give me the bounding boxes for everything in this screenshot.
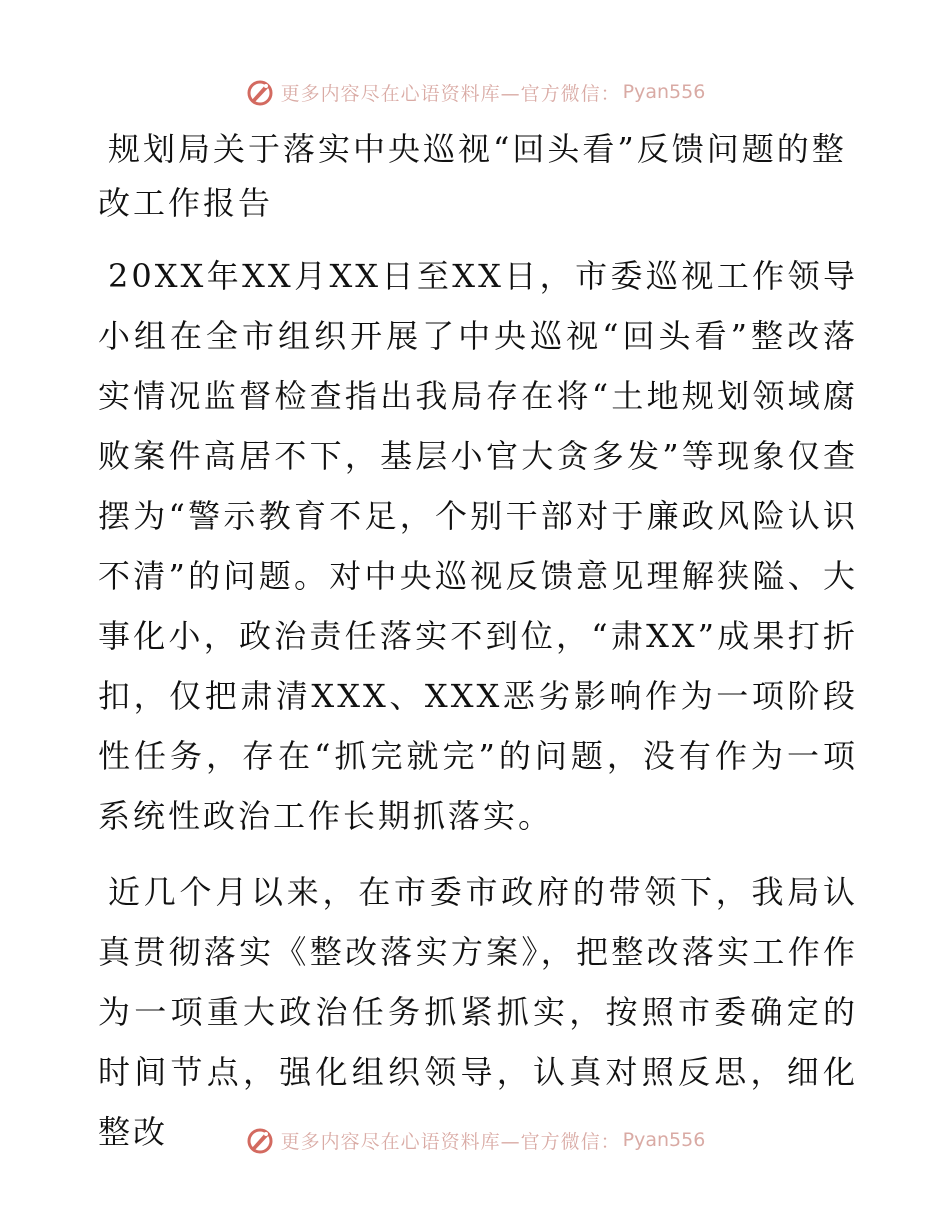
quill-pen-logo-icon: [245, 77, 275, 107]
paragraph-1: 20XX年XX月XX日至XX日，市委巡视工作领导小组在全市组织开展了中央巡视“回头看”整改落实情况监督检查指出我局存在将“土地规划领域腐败案件高居不下，基层小官大贪多发”等现象仅查摆为“警示教育不足，个别干部对于廉政风险认识不清”的问题。对中央巡视反馈意见理解狭隘、大事化小，政治责任落实不到位，“肃XX”成果打折扣，仅把肃清XXX、XXX恶劣影响作为一项阶段性任务，存在“抓完就完”的问题，没有作为一项系统性政治工作长期抓落实。: [98, 257, 858, 835]
quill-pen-logo-icon: [245, 1125, 275, 1155]
document-title: 规划局关于落实中央巡视“回头看”反馈问题的整改工作报告: [98, 130, 847, 222]
footer-watermark: [0, 1120, 950, 1160]
header-watermark: [0, 72, 950, 112]
watermark-text: 更多内容尽在心语资料库—官方微信：: [280, 82, 621, 105]
watermark-handle: Pyan556: [622, 1129, 706, 1151]
watermark-handle: Pyan556: [622, 81, 706, 103]
paragraph-2: 近几个月以来，在市委市政府的带领下，我局认真贯彻落实《整改落实方案》，把整改落实工作作为一项重大政治任务抓紧抓实，按照市委确定的时间节点，强化组织领导，认真对照反思，细化整改: [98, 873, 858, 1151]
watermark-text: 更多内容尽在心语资料库—官方微信：: [280, 1130, 621, 1153]
document-body: [98, 122, 858, 1162]
